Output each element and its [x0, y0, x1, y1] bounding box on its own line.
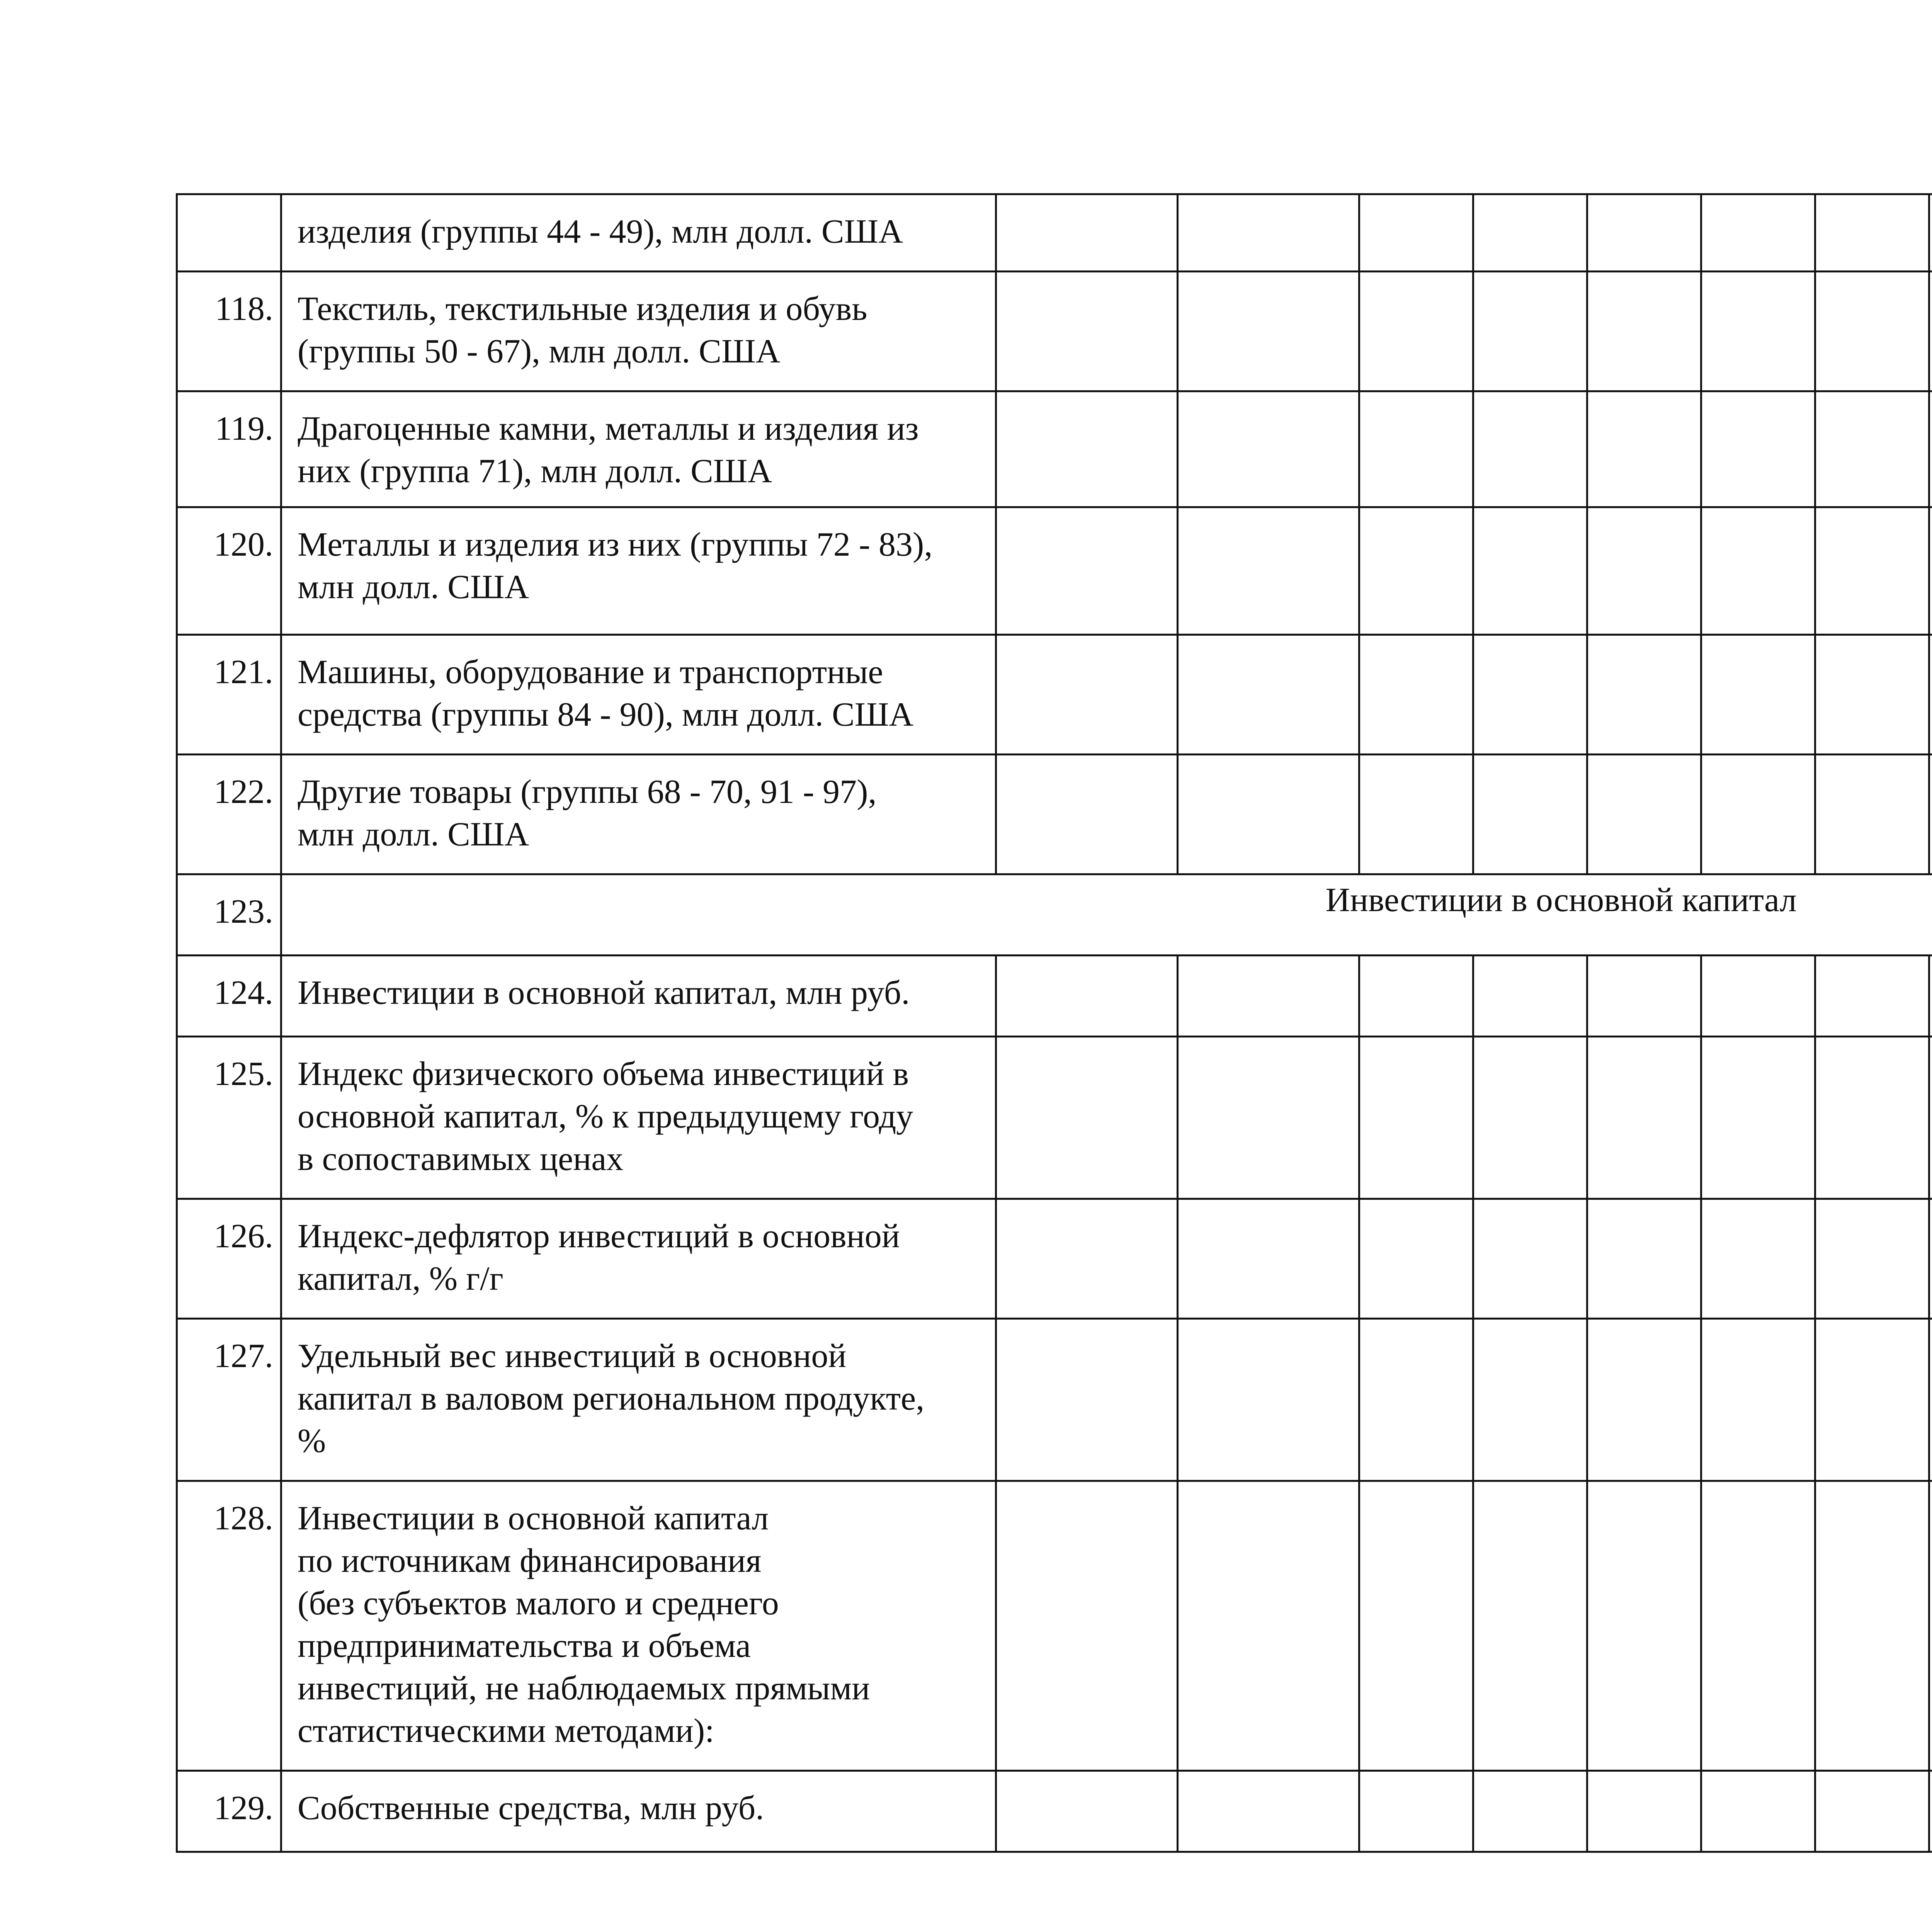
data-cell [1587, 1199, 1701, 1319]
row-label: Индекс-дефлятор инвестиций в основной капитал, % г/г [281, 1199, 996, 1319]
table-row [177, 194, 1932, 272]
data-cell [1701, 1771, 1815, 1852]
row-number [177, 194, 281, 272]
data-cell [1473, 272, 1587, 391]
row-number: 129. [177, 1771, 281, 1852]
data-cell [1815, 507, 1929, 635]
data-cell [1701, 956, 1815, 1037]
data-cell [1178, 1199, 1359, 1319]
data-cell [1178, 1481, 1359, 1771]
data-cell [996, 956, 1178, 1037]
table-row [177, 874, 1932, 956]
data-cell [1701, 391, 1815, 507]
data-cell [1815, 956, 1929, 1037]
row-number: 122. [177, 755, 281, 874]
row-number: 127. [177, 1319, 281, 1481]
data-cell [996, 1319, 1178, 1481]
table-row [177, 635, 1932, 755]
data-cell [1929, 1481, 1932, 1771]
data-cell [1929, 755, 1932, 874]
data-cell [1359, 1319, 1473, 1481]
data-cell [1178, 1037, 1359, 1199]
table-row [177, 755, 1932, 874]
data-cell [1701, 1199, 1815, 1319]
row-number: 120. [177, 507, 281, 635]
data-cell [996, 1037, 1178, 1199]
table-row [177, 507, 1932, 635]
data-cell [1178, 635, 1359, 755]
data-cell [1178, 956, 1359, 1037]
data-cell [1815, 1481, 1929, 1771]
data-cell [1815, 194, 1929, 272]
row-label: Драгоценные камни, металлы и изделия из них (группа 71), млн долл. США [281, 391, 996, 507]
data-cell [1815, 1199, 1929, 1319]
data-cell [1815, 1319, 1929, 1481]
table-row [177, 272, 1932, 391]
data-cell [1178, 1319, 1359, 1481]
row-number: 126. [177, 1199, 281, 1319]
data-cell [996, 194, 1178, 272]
data-cell [1929, 1037, 1932, 1199]
data-cell [1178, 391, 1359, 507]
data-cell [1701, 1037, 1815, 1199]
data-cell [996, 1199, 1178, 1319]
data-cell [1701, 1319, 1815, 1481]
data-cell [1929, 1199, 1932, 1319]
data-cell [1815, 755, 1929, 874]
table-row [177, 1771, 1932, 1852]
row-number: 124. [177, 956, 281, 1037]
data-cell [1587, 272, 1701, 391]
indicator-table [176, 193, 1932, 1853]
section-heading: Инвестиции в основной капитал [281, 874, 1932, 956]
data-cell [1701, 272, 1815, 391]
data-cell [1359, 507, 1473, 635]
data-cell [1587, 194, 1701, 272]
table-row [177, 1037, 1932, 1199]
data-cell [996, 635, 1178, 755]
data-cell [1359, 755, 1473, 874]
data-cell [1929, 272, 1932, 391]
data-cell [1359, 194, 1473, 272]
data-cell [1587, 1319, 1701, 1481]
data-cell [1473, 194, 1587, 272]
data-cell [1473, 1319, 1587, 1481]
data-cell [1359, 1481, 1473, 1771]
data-cell [1701, 1481, 1815, 1771]
data-cell [1815, 635, 1929, 755]
row-label: Удельный вес инвестиций в основной капитал в валовом региональном продукте, % [281, 1319, 996, 1481]
table-row [177, 1481, 1932, 1771]
row-label: Машины, оборудование и транспортные средства (группы 84 - 90), млн долл. США [281, 635, 996, 755]
table-row [177, 956, 1932, 1037]
data-cell [1359, 956, 1473, 1037]
data-cell [1587, 755, 1701, 874]
data-cell [1359, 1771, 1473, 1852]
row-label: Инвестиции в основной капитал, млн руб. [281, 956, 996, 1037]
row-label: Индекс физического объема инвестиций в основной капитал, % к предыдущему году в сопоставимых ценах [281, 1037, 996, 1199]
data-cell [996, 1481, 1178, 1771]
data-cell [1587, 635, 1701, 755]
row-label: Текстиль, текстильные изделия и обувь (группы 50 - 67), млн долл. США [281, 272, 996, 391]
row-number: 128. [177, 1481, 281, 1771]
data-cell [1815, 1037, 1929, 1199]
data-cell [1359, 391, 1473, 507]
data-cell [996, 272, 1178, 391]
data-cell [1587, 1037, 1701, 1199]
data-cell [996, 391, 1178, 507]
row-number: 121. [177, 635, 281, 755]
data-cell [1701, 635, 1815, 755]
data-cell [1178, 194, 1359, 272]
row-label: изделия (группы 44 - 49), млн долл. США [281, 194, 996, 272]
data-cell [1473, 755, 1587, 874]
data-cell [1815, 1771, 1929, 1852]
data-cell [1587, 1481, 1701, 1771]
data-cell [1701, 755, 1815, 874]
data-cell [1359, 635, 1473, 755]
data-cell [1929, 1771, 1932, 1852]
data-cell [1473, 391, 1587, 507]
data-cell [996, 507, 1178, 635]
data-cell [1929, 635, 1932, 755]
data-cell [1587, 507, 1701, 635]
data-cell [1178, 507, 1359, 635]
data-cell [1359, 1037, 1473, 1199]
data-cell [1587, 391, 1701, 507]
data-cell [1473, 1771, 1587, 1852]
data-cell [1473, 1037, 1587, 1199]
row-number: 119. [177, 391, 281, 507]
data-cell [1929, 391, 1932, 507]
row-label: Собственные средства, млн руб. [281, 1771, 996, 1852]
data-cell [1359, 272, 1473, 391]
data-cell [1178, 272, 1359, 391]
data-cell [1178, 755, 1359, 874]
data-cell [1701, 194, 1815, 272]
data-cell [1929, 1319, 1932, 1481]
row-number: 125. [177, 1037, 281, 1199]
data-cell [1473, 507, 1587, 635]
data-cell [996, 1771, 1178, 1852]
data-cell [1473, 956, 1587, 1037]
row-number: 118. [177, 272, 281, 391]
data-cell [1473, 635, 1587, 755]
data-cell [1701, 507, 1815, 635]
table-row [177, 1319, 1932, 1481]
table-row [177, 391, 1932, 507]
data-cell [1815, 391, 1929, 507]
row-label: Другие товары (группы 68 - 70, 91 - 97), млн долл. США [281, 755, 996, 874]
row-label: Инвестиции в основной капитал по источникам финансирования (без субъектов малого и среднего предпринимательства и объема инвестиций, не наблюдаемых прямыми статистическими методами): [281, 1481, 996, 1771]
data-cell [1929, 194, 1932, 272]
data-cell [1587, 1771, 1701, 1852]
row-number: 123. [177, 874, 281, 956]
data-cell [1587, 956, 1701, 1037]
table-row [177, 1199, 1932, 1319]
data-cell [1815, 272, 1929, 391]
data-cell [1929, 507, 1932, 635]
data-cell [996, 755, 1178, 874]
data-cell [1473, 1199, 1587, 1319]
data-cell [1929, 956, 1932, 1037]
row-label: Металлы и изделия из них (группы 72 - 83), млн долл. США [281, 507, 996, 635]
data-cell [1178, 1771, 1359, 1852]
data-cell [1473, 1481, 1587, 1771]
data-cell [1359, 1199, 1473, 1319]
